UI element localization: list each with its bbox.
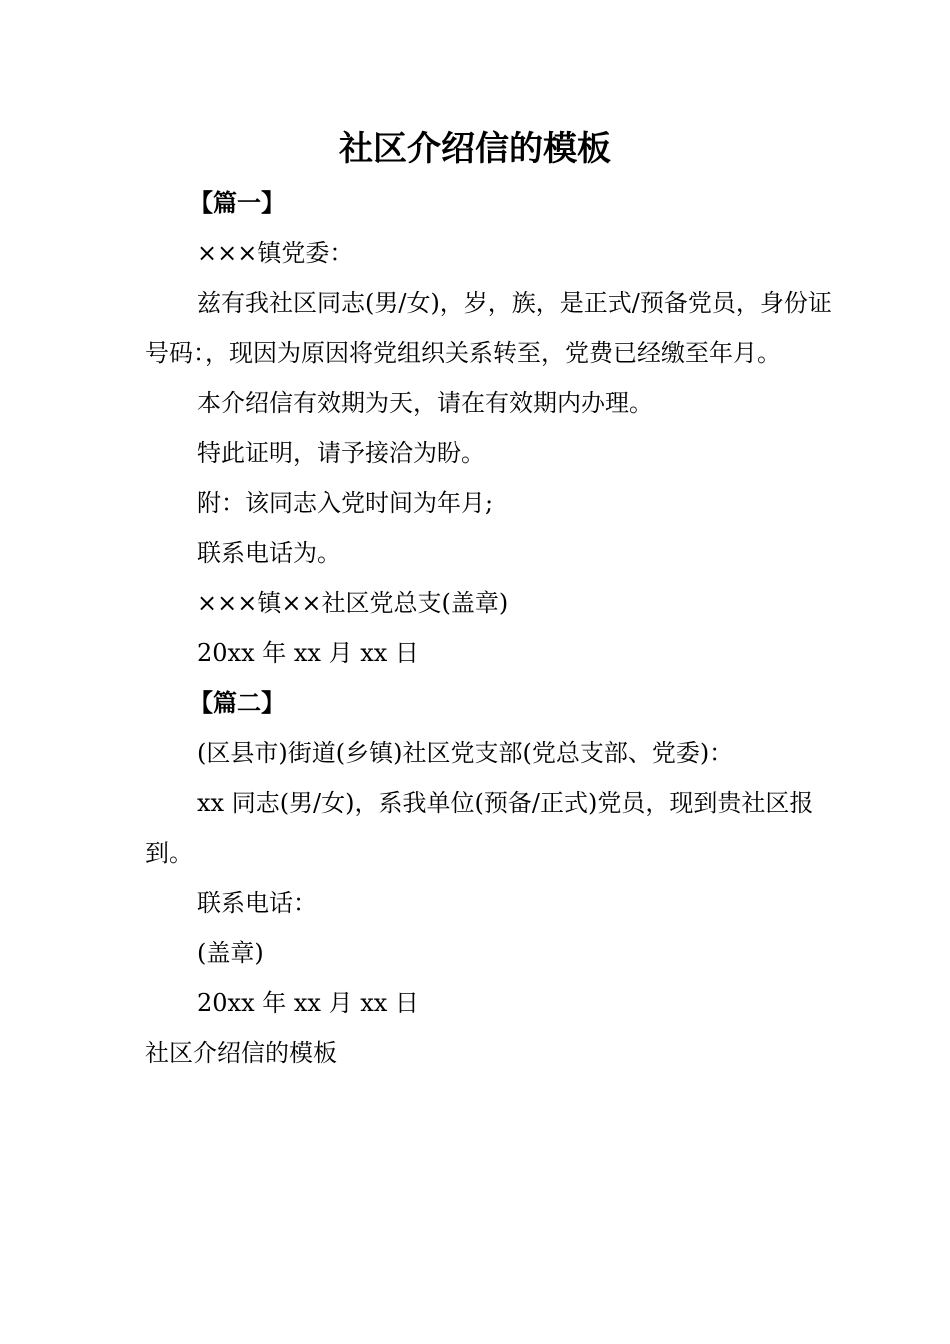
section1-paragraph-1: 兹有我社区同志(男/女)，岁，族，是正式/预备党员，身份证号码：，现因为原因将党组织关系转至，党费已经缴至年月。: [145, 289, 832, 367]
document-footer: 社区介绍信的模板: [145, 1039, 337, 1067]
section1-heading: 【篇一】: [189, 188, 285, 217]
section2-salutation: (区县市)街道(乡镇)社区党支部(党总支部、党委)：: [197, 739, 734, 767]
document-title: 社区介绍信的模板: [339, 129, 611, 169]
document-body: [145, 178, 835, 1078]
section1-paragraph-3: 特此证明，请予接洽为盼。: [197, 439, 485, 467]
section1-org-signature: ×××镇××社区党总支(盖章): [197, 589, 509, 617]
section2-phone: 联系电话：: [197, 889, 317, 917]
section2-heading: 【篇二】: [189, 688, 285, 717]
section1-paragraph-2: 本介绍信有效期为天，请在有效期内办理。: [197, 389, 653, 417]
section1-note: 附：该同志入党时间为年月;: [197, 489, 494, 517]
section2-date: 20xx 年 xx 月 xx 日: [197, 989, 419, 1017]
section2-seal: (盖章): [197, 939, 264, 967]
section1-salutation: ×××镇党委：: [197, 239, 354, 267]
section1-phone: 联系电话为。: [197, 539, 341, 567]
section2-paragraph-1: xx 同志(男/女)，系我单位(预备/正式)党员，现到贵社区报到。: [145, 789, 814, 867]
section1-date: 20xx 年 xx 月 xx 日: [197, 639, 419, 667]
